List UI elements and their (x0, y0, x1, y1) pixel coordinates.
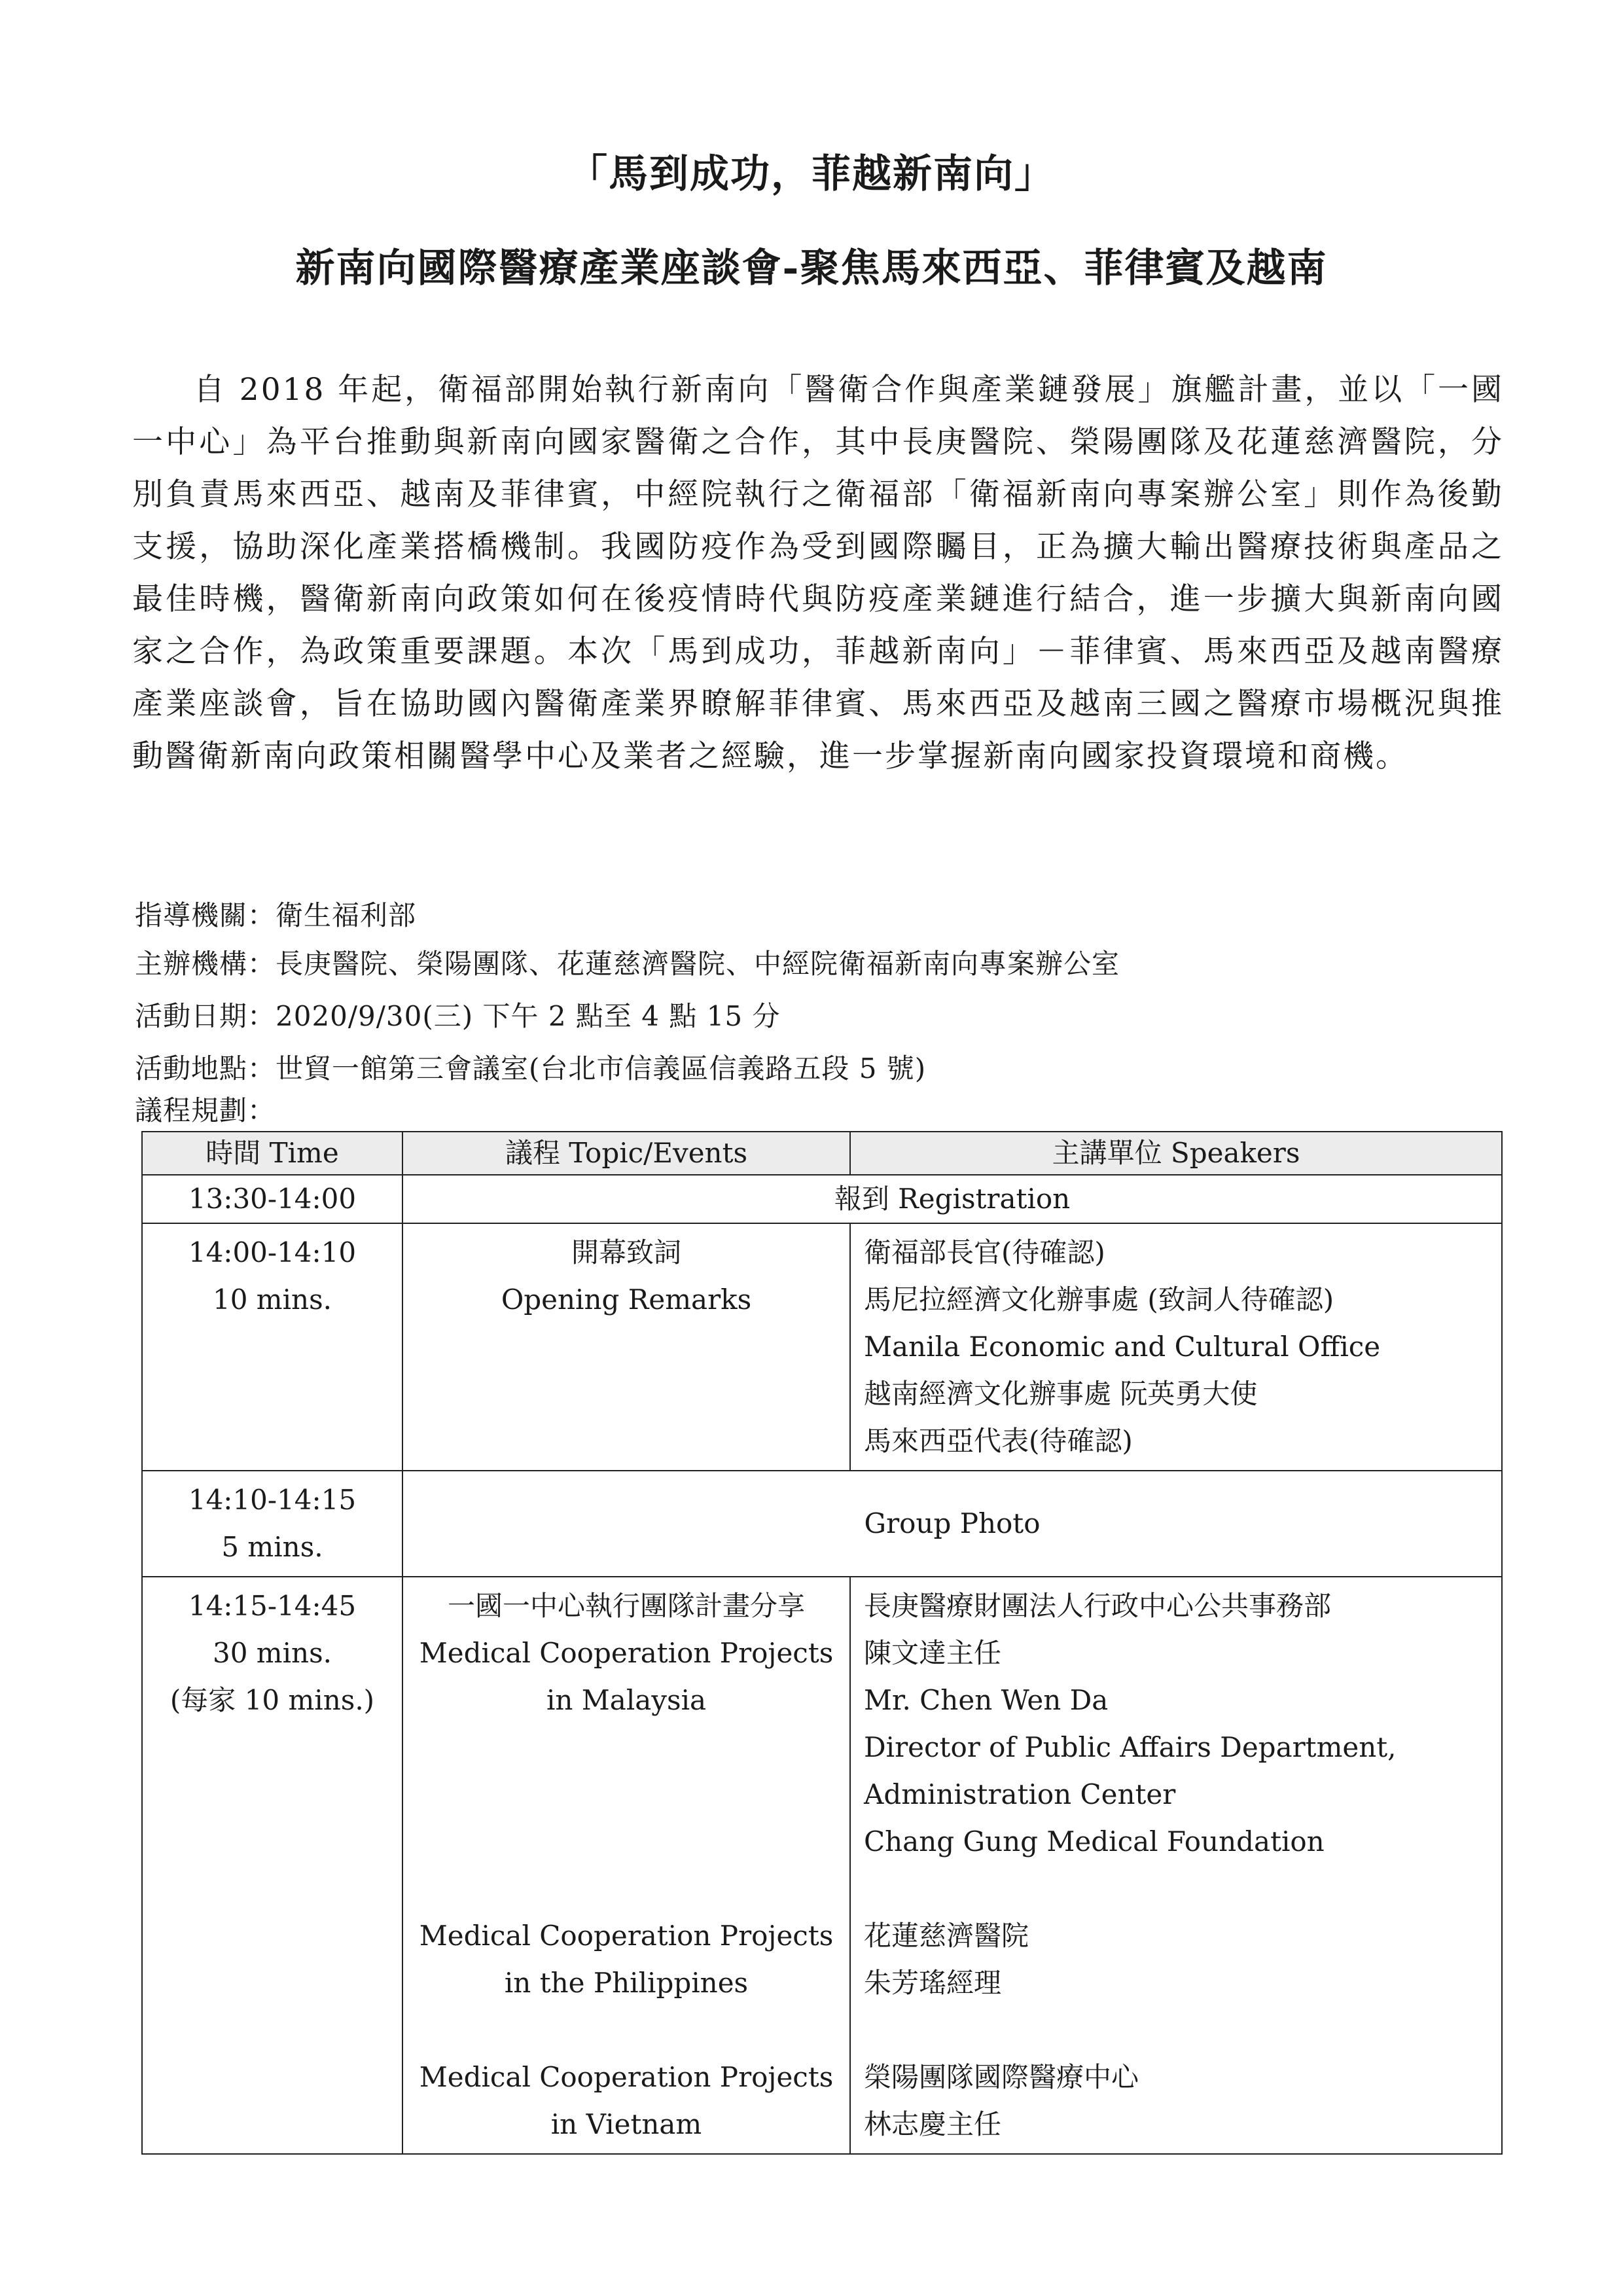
speaker-line: 越南經濟文化辦事處 阮英勇大使 (864, 1378, 1258, 1410)
photo-time-cell (142, 1471, 402, 1577)
document-title: 「馬到成功，菲越新南向」 (568, 151, 1055, 197)
vietnam-speaker-line: 林志慶主任 (864, 2108, 1002, 2140)
malaysia-speaker-line: Administration Center (864, 1778, 1176, 1810)
header-time: 時間 Time (142, 1132, 402, 1175)
vietnam-topic-line: Medical Cooperation Projects (419, 2061, 834, 2093)
table-row (142, 1223, 1502, 1471)
intro-paragraph: 自 2018 年起，衛福部開始執行新南向「醫衛合作與產業鏈發展」旗艦計畫，並以「一國一中心」為平台推動與新南向國家醫衛之合作，其中長庚醫院、榮陽團隊及花蓮慈濟醫院，分別負責馬來西亞、越南及菲律賓，中經院執行之衛福部「衛福新南向專案辦公室」則作為後勤支援，協助深化產業搭橋機制。我國防疫作為受到國際矚目，正為擴大輸出醫療技術與產品之最佳時機，醫衛新南向政策如何在後疫情時代與防疫產業鏈進行結合，進一步擴大與新南向國家之合作，為政策重要課題。本次「馬到成功，菲越新南向」－菲律賓、馬來西亞及越南醫療產業座談會，旨在協助國內醫衛產業界瞭解菲律賓、馬來西亞及越南三國之醫療市場概況與推動醫衛新南向政策相關醫學中心及業者之經驗，進一步掌握新南向國家投資環境和商機。 (132, 372, 1504, 774)
header-speakers: 主講單位 Speakers (850, 1132, 1502, 1175)
philippines-topic-line: Medical Cooperation Projects (419, 1920, 834, 1952)
table-header-row (142, 1132, 1502, 1175)
opening-topic-zh: 開幕致詞 (571, 1236, 681, 1268)
malaysia-speaker-line: 陳文達主任 (864, 1637, 1002, 1669)
speaker-line: 馬尼拉經濟文化辦事處 (致詞人待確認) (864, 1283, 1334, 1316)
projects-time: 14:15-14:45 (188, 1590, 357, 1622)
table-row (142, 1471, 1502, 1577)
opening-speakers-cell (850, 1223, 1502, 1471)
projects-speakers-cell (850, 1577, 1502, 2154)
header-topic: 議程 Topic/Events (402, 1132, 850, 1175)
photo-time: 14:10-14:15 (188, 1484, 357, 1516)
registration-time: 13:30-14:00 (142, 1175, 402, 1223)
table-row (142, 1175, 1502, 1223)
speaker-line: Manila Economic and Cultural Office (864, 1331, 1381, 1363)
opening-duration: 10 mins. (212, 1283, 332, 1316)
malaysia-topic-line: 一國一中心執行團隊計畫分享 (447, 1590, 805, 1622)
malaysia-speaker-line: Chang Gung Medical Foundation (864, 1825, 1325, 1857)
opening-topic-cell (402, 1223, 850, 1471)
opening-time: 14:00-14:10 (188, 1236, 357, 1268)
vietnam-topic-line: in Vietnam (550, 2108, 702, 2140)
agenda-label: 議程規劃： (135, 1094, 276, 1126)
speaker-line: 馬來西亞代表(待確認) (864, 1425, 1133, 1457)
philippines-topic-line: in the Philippines (504, 1967, 749, 1999)
malaysia-speaker-line: Mr. Chen Wen Da (864, 1684, 1109, 1716)
event-venue: 活動地點：世貿一館第三會議室(台北市信義區信義路五段 5 號) (135, 1052, 927, 1085)
opening-time-cell (142, 1223, 402, 1471)
philippines-speaker-line: 朱芳瑤經理 (864, 1967, 1002, 1999)
projects-topic-cell (402, 1577, 850, 2154)
table-row (142, 1577, 1502, 2154)
projects-time-cell (142, 1577, 402, 2154)
malaysia-topic-line: Medical Cooperation Projects (419, 1637, 834, 1669)
event-date: 活動日期：2020/9/30(三) 下午 2 點至 4 點 15 分 (135, 1000, 781, 1032)
malaysia-topic-line: in Malaysia (546, 1684, 707, 1716)
projects-note: (每家 10 mins.) (169, 1684, 375, 1716)
agenda-table (141, 1131, 1503, 2155)
malaysia-speaker-line: Director of Public Affairs Department, (864, 1731, 1397, 1763)
document-subtitle: 新南向國際醫療產業座談會-聚焦馬來西亞、菲律賓及越南 (295, 245, 1328, 291)
philippines-speaker-line: 花蓮慈濟醫院 (864, 1920, 1029, 1952)
speaker-line: 衛福部長官(待確認) (864, 1236, 1105, 1268)
guidance-agency: 指導機關：衛生福利部 (135, 899, 417, 931)
registration-event: 報到 Registration (402, 1175, 1502, 1223)
photo-event: Group Photo (402, 1471, 1502, 1577)
malaysia-speaker-line: 長庚醫療財團法人行政中心公共事務部 (864, 1590, 1332, 1622)
photo-duration: 5 mins. (221, 1531, 323, 1563)
projects-duration: 30 mins. (212, 1637, 332, 1669)
opening-topic-en: Opening Remarks (501, 1283, 752, 1316)
organizers: 主辦機構：長庚醫院、榮陽團隊、花蓮慈濟醫院、中經院衛福新南向專案辦公室 (135, 948, 1120, 980)
vietnam-speaker-line: 榮陽團隊國際醫療中心 (864, 2061, 1139, 2093)
